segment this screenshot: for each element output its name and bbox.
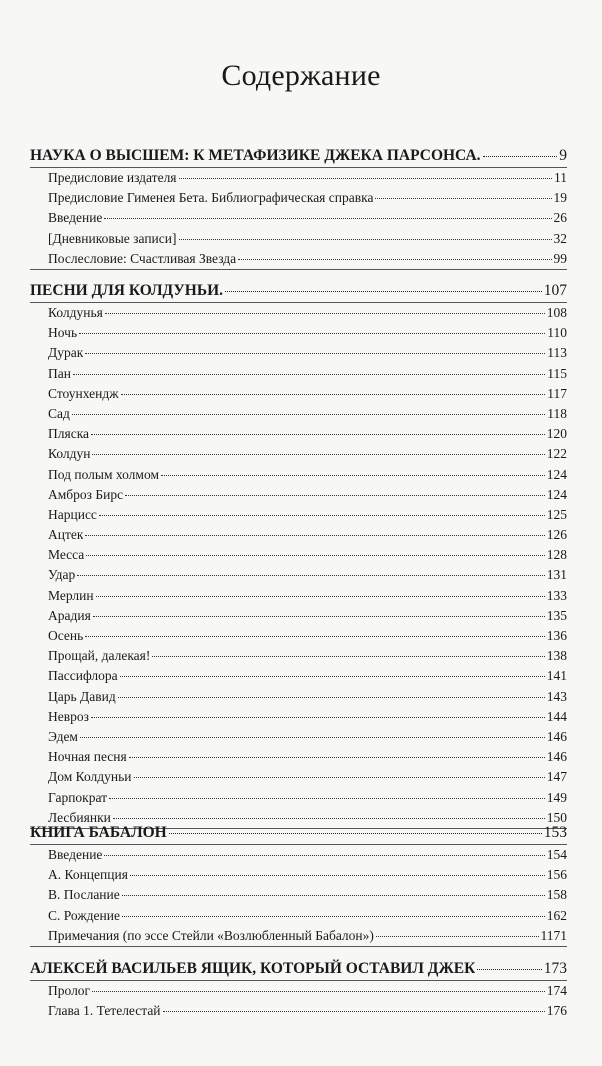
leader-dots [77, 575, 544, 576]
toc-entry[interactable] [30, 505, 567, 525]
leader-dots [375, 198, 551, 199]
entry-title: Эдем [48, 728, 78, 744]
toc-entry[interactable] [30, 485, 567, 505]
toc-section-3 [30, 822, 567, 947]
toc-entry[interactable] [30, 626, 567, 646]
toc-section-heading[interactable] [30, 958, 567, 980]
page-number: 162 [546, 907, 567, 923]
page-number: 1171 [540, 927, 567, 943]
entry-title: Колдунья [48, 305, 103, 320]
toc-entry[interactable] [30, 926, 567, 946]
toc-section-1 [30, 145, 567, 270]
entry-title: Мерлин [48, 587, 94, 603]
page-number: 107 [543, 282, 567, 299]
leader-dots [113, 818, 545, 819]
leader-dots [92, 991, 545, 992]
leader-dots [130, 875, 545, 876]
page-title: Содержание [221, 59, 381, 92]
entry-title: Амброз Бирс [48, 486, 124, 502]
toc-entry[interactable] [30, 168, 567, 188]
leader-dots [91, 717, 545, 718]
toc-entry[interactable] [30, 586, 567, 606]
toc-entry[interactable] [30, 404, 567, 424]
page-number: 153 [543, 824, 567, 841]
page-number: 135 [546, 607, 567, 623]
leader-dots [80, 737, 545, 738]
toc-entry[interactable] [30, 747, 567, 767]
toc-entry[interactable] [30, 465, 567, 485]
entry-title: A. Концепция [48, 867, 128, 883]
toc-entry[interactable] [30, 865, 567, 885]
leader-dots [483, 156, 558, 157]
entry-title: Дом Колдуньи [48, 769, 132, 785]
leader-dots [99, 515, 545, 516]
entry-title: Пан [48, 365, 71, 381]
toc-entry[interactable] [30, 666, 567, 686]
page-number: 125 [546, 506, 567, 522]
toc-entry[interactable] [30, 646, 567, 666]
entry-title: Под полым холмом [48, 466, 159, 482]
toc-entry[interactable] [30, 767, 567, 787]
page-number: 174 [546, 983, 567, 998]
page-number: 124 [546, 466, 567, 482]
leader-dots [121, 394, 546, 395]
page-number: 128 [546, 547, 567, 563]
section-rule [30, 946, 567, 947]
toc-section-heading[interactable] [30, 145, 567, 167]
entry-title: Введение [48, 847, 103, 862]
entry-title: Прощай, далекая! [48, 648, 151, 664]
leader-dots [92, 454, 544, 455]
toc-entry[interactable] [30, 525, 567, 545]
entry-title: Стоунхендж [48, 385, 119, 401]
page-number: 108 [546, 305, 567, 320]
leader-dots [93, 616, 545, 617]
toc-entry[interactable] [30, 707, 567, 727]
toc-entry[interactable] [30, 444, 567, 464]
entry-title: Колдун [48, 446, 91, 462]
page-number: 120 [546, 426, 567, 442]
toc-entry[interactable] [30, 565, 567, 585]
toc-entry[interactable] [30, 343, 567, 363]
page-number: 141 [546, 668, 567, 684]
page-number: 138 [546, 648, 567, 664]
leader-dots [120, 676, 545, 677]
leader-dots [129, 757, 545, 758]
toc-entry[interactable] [30, 424, 567, 444]
leader-dots [122, 895, 545, 896]
page-number: 118 [547, 405, 567, 421]
entry-title: Введение [48, 210, 103, 226]
page-number: 19 [553, 190, 567, 206]
entry-title: B. Послание [48, 887, 120, 903]
leader-dots [225, 291, 542, 292]
toc-entry[interactable] [30, 606, 567, 626]
section-title: НАУКА О ВЫСШЕМ: К МЕТАФИЗИКЕ ДЖЕКА ПАРСОНСА. [30, 147, 481, 164]
entry-title: Месса [48, 547, 85, 563]
entry-title: Осень [48, 628, 84, 643]
leader-dots [85, 535, 544, 536]
leader-dots [477, 969, 541, 970]
toc-section-heading[interactable] [30, 822, 567, 844]
leader-dots [79, 333, 545, 334]
toc-entry[interactable] [30, 208, 567, 228]
page-number: 99 [553, 250, 567, 266]
page-number: 115 [547, 365, 567, 381]
page-number: 133 [546, 587, 567, 603]
section-title: АЛЕКСЕЙ ВАСИЛЬЕВ ЯЩИК, КОТОРЫЙ ОСТАВИЛ ДЖЕК [30, 960, 476, 977]
toc-entry[interactable] [30, 981, 567, 1001]
toc-entry[interactable] [30, 1001, 567, 1021]
page-number: 110 [547, 325, 567, 341]
toc-section-heading[interactable] [30, 280, 567, 302]
entry-title: Нарцисс [48, 506, 97, 522]
entry-title: Предисловие издателя [48, 170, 177, 185]
page-number: 146 [546, 728, 567, 744]
toc-entry[interactable] [30, 885, 567, 905]
section-title: ПЕСНИ ДЛЯ КОЛДУНЬИ. [30, 282, 224, 299]
leader-dots [86, 555, 544, 556]
page-number: 143 [546, 688, 567, 704]
page-number: 131 [546, 567, 567, 583]
toc-entry[interactable] [30, 687, 567, 707]
page-number: 32 [553, 230, 567, 246]
leader-dots [91, 434, 545, 435]
section-rule [30, 269, 567, 270]
leader-dots [152, 656, 544, 657]
leader-dots [72, 414, 545, 415]
leader-dots [163, 1011, 545, 1012]
entry-title: [Дневниковые записи] [48, 230, 177, 246]
entry-title: Сад [48, 405, 70, 421]
toc-entry[interactable] [30, 788, 567, 808]
page-number: 136 [546, 628, 567, 643]
leader-dots [122, 916, 545, 917]
page-number: 150 [546, 809, 567, 825]
leader-dots [105, 313, 545, 314]
entry-title: Ночная песня [48, 749, 127, 765]
entry-title: Пляска [48, 426, 90, 442]
entry-title: Ацтек [48, 527, 84, 543]
toc-section-2 [30, 280, 567, 829]
page-number: 176 [546, 1003, 567, 1019]
entry-title: Дурак [48, 345, 84, 361]
leader-dots [134, 777, 545, 778]
entry-title: Царь Давид [48, 688, 116, 704]
page-number: 113 [547, 345, 567, 361]
toc-entry[interactable] [30, 384, 567, 404]
page-number: 26 [553, 210, 567, 226]
page-number: 122 [546, 446, 567, 462]
page-number: 9 [559, 147, 567, 164]
entry-title: Пролог [48, 983, 91, 998]
page-number: 124 [546, 486, 567, 502]
toc-entry[interactable] [30, 545, 567, 565]
leader-dots [125, 495, 545, 496]
entry-title: Ночь [48, 325, 78, 341]
toc-entry[interactable] [30, 845, 567, 865]
page-number: 11 [554, 170, 567, 185]
leader-dots [109, 798, 545, 799]
toc-entry[interactable] [30, 906, 567, 926]
leader-dots [161, 475, 545, 476]
entry-title: Лесбиянки [48, 809, 111, 825]
entry-title: Невроз [48, 708, 89, 724]
leader-dots [104, 855, 544, 856]
toc-section-4 [30, 958, 567, 1021]
entry-title: Послесловие: Счастливая Звезда [48, 250, 237, 266]
page-number: 149 [546, 789, 567, 805]
toc-entry[interactable] [30, 249, 567, 269]
leader-dots [179, 178, 552, 179]
leader-dots [73, 374, 545, 375]
page-number: 158 [546, 887, 567, 903]
entry-title: C. Рождение [48, 907, 120, 923]
leader-dots [104, 218, 551, 219]
toc-entry[interactable] [30, 323, 567, 343]
leader-dots [169, 833, 542, 834]
leader-dots [118, 697, 545, 698]
toc-entry[interactable] [30, 303, 567, 323]
section-title: КНИГА БАБАЛОН [30, 824, 167, 841]
page-number: 173 [543, 960, 567, 977]
entry-title: Пассифлора [48, 668, 118, 684]
entry-title: Гарпократ [48, 789, 108, 805]
leader-dots [85, 353, 545, 354]
page-number: 144 [546, 708, 567, 724]
entry-title: Примечания (по эссе Стейли «Возлюбленный Бабалон») [48, 927, 374, 943]
page-number: 117 [547, 385, 567, 401]
leader-dots [376, 936, 539, 937]
leader-dots [85, 636, 544, 637]
entry-title: Предисловие Гименея Бета. Библиографическая справка [48, 190, 374, 206]
page-number: 146 [546, 749, 567, 765]
entry-title: Удар [48, 567, 76, 583]
toc-entry[interactable] [30, 364, 567, 384]
entry-title: Глава 1. Тетелестай [48, 1003, 161, 1019]
page-number: 156 [546, 867, 567, 883]
page-number: 126 [546, 527, 567, 543]
leader-dots [179, 239, 552, 240]
toc-entry[interactable] [30, 229, 567, 249]
toc-entry[interactable] [30, 727, 567, 747]
page-number: 154 [546, 847, 567, 862]
toc-entry[interactable] [30, 188, 567, 208]
leader-dots [238, 259, 551, 260]
page-number: 147 [546, 769, 567, 785]
leader-dots [96, 596, 545, 597]
entry-title: Арадия [48, 607, 91, 623]
